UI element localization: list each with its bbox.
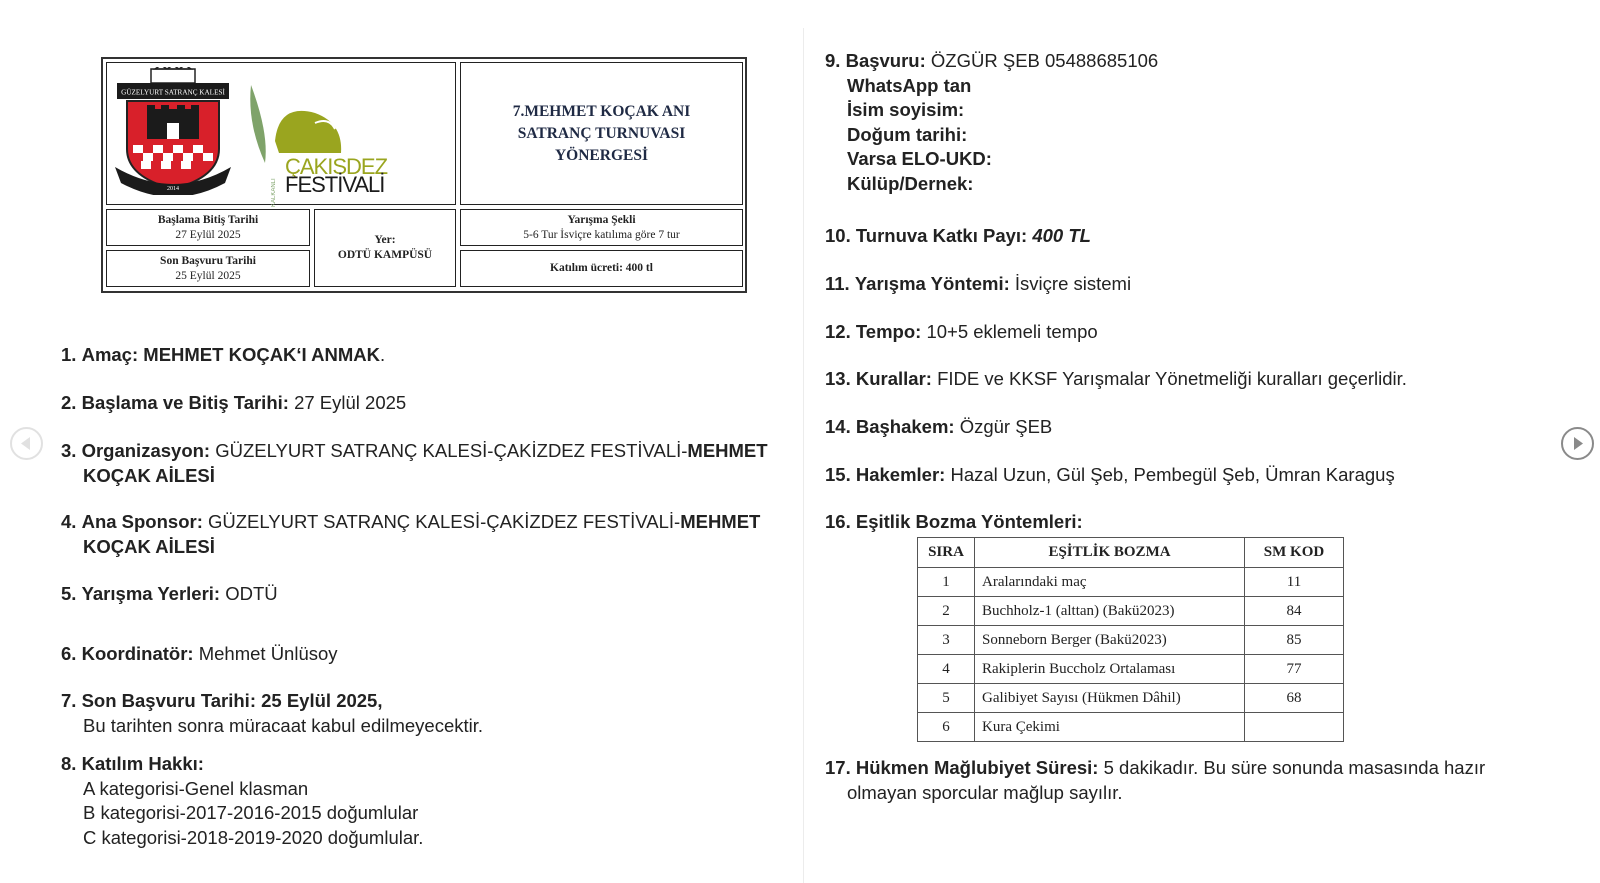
venue-cell	[314, 209, 456, 287]
table-cell: 6	[918, 713, 975, 742]
table-cell: Buchholz-1 (alttan) (Bakü2023)	[975, 597, 1245, 626]
item-label: Başvuru:	[845, 50, 926, 71]
venue-label: Yer:	[374, 234, 396, 246]
table-row	[918, 568, 1344, 597]
item-bold-tail-2: KOÇAK AİLESİ	[83, 464, 215, 486]
item-value: ÖZGÜR ŞEB 05488685106	[930, 50, 1159, 71]
item-number: 11.	[825, 273, 850, 294]
item-number: 14.	[825, 416, 851, 437]
fee-cell	[460, 250, 743, 287]
item-label: Ana Sponsor:	[81, 511, 203, 532]
item-bold-tail-2: KOÇAK AİLESİ	[83, 535, 215, 557]
item-number: 12.	[825, 321, 851, 342]
venue-value: ODTÜ KAMPÜSÜ	[337, 249, 433, 261]
format-value: 5-6 Tur İsviçre katılıma göre 7 tur	[523, 228, 680, 241]
list-item-1	[61, 343, 385, 368]
item-line: olmayan sporcular mağlup sayılır.	[847, 781, 1123, 803]
logo-cell	[106, 62, 456, 205]
item-value: 27 Eylül 2025	[294, 392, 407, 413]
item-label: Kurallar:	[855, 368, 932, 389]
item-label: Koordinatör:	[81, 643, 194, 664]
table-cell: 5	[918, 684, 975, 713]
column-divider	[803, 28, 804, 883]
start-date-cell	[106, 209, 310, 246]
item-value: ODTÜ	[225, 583, 278, 604]
item-label: Başhakem:	[855, 416, 955, 437]
item-line: A kategorisi-Genel klasman	[83, 777, 309, 799]
table-row	[918, 655, 1344, 684]
item-line: WhatsApp tan	[847, 74, 972, 96]
item-line: Doğum tarihi:	[847, 123, 968, 145]
list-item-10	[825, 224, 1091, 249]
format-label: Yarışma Şekli	[567, 213, 636, 226]
start-date-label: Başlama Bitiş Tarihi	[157, 213, 259, 226]
item-value: MEHMET KOÇAK‘I ANMAK	[143, 344, 380, 365]
item-number: 4.	[61, 511, 77, 532]
title-line-1: 7.MEHMET KOÇAK ANI	[512, 102, 691, 120]
list-item-6	[61, 642, 338, 667]
header-table	[101, 57, 747, 293]
item-bold-tail: MEHMET	[680, 511, 761, 532]
list-item-4	[61, 510, 760, 559]
item-label: Tempo:	[855, 321, 922, 342]
item-value: İsviçre sistemi	[1014, 273, 1132, 294]
table-cell: 2	[918, 597, 975, 626]
item-line: İsim soyisim:	[847, 99, 965, 120]
list-item-5	[61, 582, 278, 607]
table-cell: Galibiyet Sayısı (Hükmen Dâhil)	[975, 684, 1245, 713]
table-header: SM KOD	[1245, 538, 1344, 568]
list-item-12	[825, 320, 1098, 345]
festival-name-line2: FESTİVALİ	[285, 172, 385, 197]
item-label: Eşitlik Bozma Yöntemleri:	[855, 511, 1083, 532]
item-label: Yarışma Yöntemi:	[854, 273, 1010, 294]
deadline-cell	[106, 250, 310, 287]
list-item-8	[61, 752, 423, 850]
item-line: Varsa ELO-UKD:	[847, 148, 992, 169]
format-cell	[460, 209, 743, 246]
item-value: 10+5 eklemeli tempo	[926, 321, 1098, 342]
item-number: 3.	[61, 440, 77, 461]
item-label: Hükmen Mağlubiyet Süresi:	[855, 757, 1099, 778]
table-cell: 1	[918, 568, 975, 597]
item-value: 400 TL	[1032, 225, 1091, 246]
list-item-14	[825, 415, 1052, 440]
item-line: B kategorisi-2017-2016-2015 doğumlular	[83, 802, 419, 823]
fee-value: Katılım ücreti: 400 tl	[550, 262, 653, 274]
list-item-11	[825, 272, 1131, 297]
table-cell: 4	[918, 655, 975, 684]
item-bold-tail: MEHMET	[687, 440, 768, 461]
list-item-3	[61, 439, 768, 488]
item-number: 15.	[825, 464, 851, 485]
list-item-7	[61, 689, 483, 738]
table-row	[918, 713, 1344, 742]
table-header: SIRA	[918, 538, 975, 568]
table-cell: 11	[1245, 568, 1344, 597]
table-cell: Sonneborn Berger (Bakü2023)	[975, 626, 1245, 655]
item-number: 6.	[61, 643, 77, 664]
item-label: Son Başvuru Tarihi: 25 Eylül 2025,	[81, 690, 383, 711]
table-cell: 3	[918, 626, 975, 655]
title-cell	[460, 62, 743, 205]
next-page-button[interactable]	[1561, 427, 1594, 460]
item-label: Hakemler:	[855, 464, 946, 485]
list-item-16	[825, 510, 1083, 535]
table-cell: 68	[1245, 684, 1344, 713]
item-label: Katılım Hakkı:	[81, 753, 204, 774]
item-number: 1.	[61, 344, 77, 365]
deadline-label: Son Başvuru Tarihi	[160, 254, 256, 267]
item-value: FIDE ve KKSF Yarışmalar Yönetmeliği kuralları geçerlidir.	[937, 368, 1407, 389]
item-label: Yarışma Yerleri:	[81, 583, 221, 604]
table-cell: 77	[1245, 655, 1344, 684]
table-cell: Kura Çekimi	[975, 713, 1245, 742]
chevron-right-icon	[1563, 429, 1592, 458]
crest-year: 2014	[167, 186, 179, 192]
list-item-15	[825, 463, 1395, 488]
item-value: Özgür ŞEB	[959, 416, 1053, 437]
item-number: 10.	[825, 225, 851, 246]
item-value: 5 dakikadır. Bu süre sonunda masasında hazır	[1103, 757, 1486, 778]
start-date-value: 27 Eylül 2025	[175, 228, 241, 241]
table-row	[918, 597, 1344, 626]
item-value: GÜZELYURT SATRANÇ KALESİ-ÇAKİZDEZ FESTİVALİ-	[215, 440, 688, 461]
club-crest-logo	[113, 67, 233, 195]
item-line: Bu tarihten sonra müracaat kabul edilmeyecektir.	[83, 714, 484, 736]
table-cell	[1245, 713, 1344, 742]
table-cell: 85	[1245, 626, 1344, 655]
item-value: GÜZELYURT SATRANÇ KALESİ-ÇAKİZDEZ FESTİVALİ-	[208, 511, 681, 532]
festival-name-line1: ÇAKISDEZ	[285, 154, 388, 179]
item-value: Mehmet Ünlüsoy	[198, 643, 338, 664]
table-row	[918, 684, 1344, 713]
previous-page-button[interactable]	[10, 427, 43, 460]
crest-club-name: GÜZELYURT SATRANÇ KALESİ	[121, 88, 225, 97]
list-item-17	[825, 756, 1485, 805]
item-label: Organizasyon:	[81, 440, 211, 461]
item-tail: .	[380, 344, 386, 365]
chevron-left-icon	[12, 429, 41, 458]
table-cell: Rakiplerin Buccholz Ortalaması	[975, 655, 1245, 684]
table-cell: Aralarındaki maç	[975, 568, 1245, 597]
item-number: 2.	[61, 392, 77, 413]
item-number: 5.	[61, 583, 77, 604]
festival-small-text: KALKANLI	[271, 178, 277, 207]
table-row	[918, 626, 1344, 655]
list-item-2	[61, 391, 406, 416]
item-number: 7.	[61, 690, 77, 711]
item-number: 9.	[825, 50, 841, 71]
item-line: C kategorisi-2018-2019-2020 doğumlular.	[83, 826, 424, 848]
title-line-2: SATRANÇ TURNUVASI	[517, 124, 686, 142]
item-label: Turnuva Katkı Payı:	[855, 225, 1028, 246]
item-number: 16.	[825, 511, 851, 532]
table-cell: 84	[1245, 597, 1344, 626]
item-number: 8.	[61, 753, 77, 774]
tiebreak-table	[917, 537, 1344, 742]
table-header-row	[918, 538, 1344, 568]
item-label: Başlama ve Bitiş Tarihi:	[81, 392, 289, 413]
table-header: EŞİTLİK BOZMA	[975, 538, 1245, 568]
deadline-value: 25 Eylül 2025	[175, 269, 241, 282]
item-number: 17.	[825, 757, 851, 778]
list-item-9	[825, 49, 1158, 196]
list-item-13	[825, 367, 1407, 392]
item-line: Külüp/Dernek:	[847, 172, 974, 194]
title-line-3: YÖNERGESİ	[554, 146, 649, 164]
item-label: Amaç:	[81, 344, 139, 365]
item-value: Hazal Uzun, Gül Şeb, Pembegül Şeb, Ümran Karaguş	[950, 464, 1395, 485]
item-number: 13.	[825, 368, 851, 389]
